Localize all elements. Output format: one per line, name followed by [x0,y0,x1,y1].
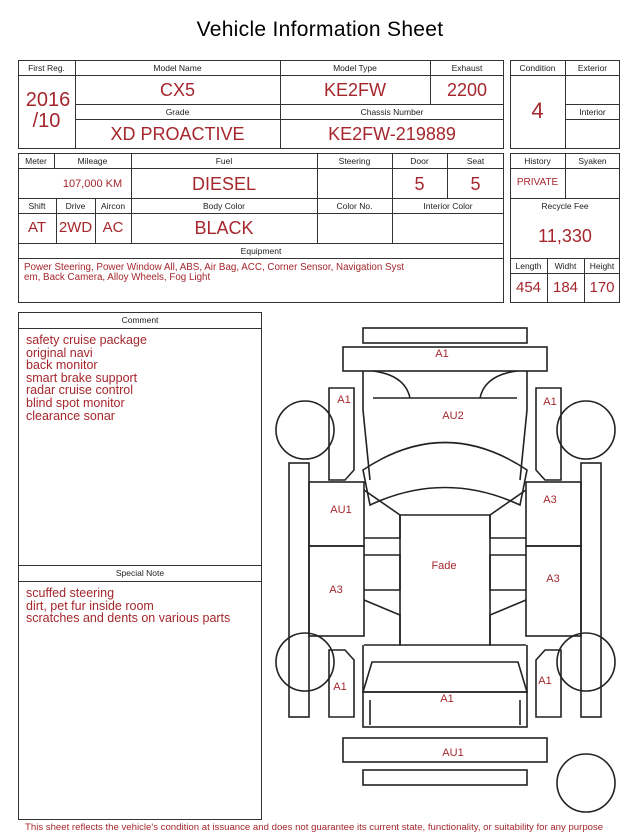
fuel-label: Fuel [215,156,233,166]
right-front-door [526,482,581,546]
height: 170 [589,279,615,296]
syaken-label: Syaken [578,156,607,166]
mark-trunk: A1 [440,693,454,705]
equipment-line-2: em, Back Camera, Alloy Wheels, Fog Light [24,272,211,283]
mark-hood: AU2 [442,410,464,422]
special-note-line: scuffed steering [26,586,115,600]
mark-right-front-fender: A1 [543,396,557,408]
rear-window [363,662,527,692]
aircon: AC [102,219,124,236]
history-label: History [524,156,551,166]
first-reg-year: 2016 [25,89,71,111]
recycle-fee: 11,330 [538,226,592,246]
grade-label: Grade [165,107,190,117]
history: PRIVATE [516,177,559,188]
special-note-list [26,587,230,625]
right-rear-wheel [557,633,615,691]
comment-list [26,334,147,422]
right-sill [581,463,601,717]
windshield [363,443,527,506]
left-rear-wheel [276,633,334,691]
hood-panel [363,371,527,410]
condition-grade: 4 [531,98,544,123]
interior-label: Interior [579,107,606,117]
first-reg-month: /10 [32,110,61,132]
exhaust-label: Exhaust [451,63,483,73]
exterior-label: Exterior [577,63,608,73]
equipment-line-1: Power Steering, Power Window All, ABS, Air Bag, ACC, Corner Sensor, Navigation Syst [24,262,405,273]
mark-right-rear-fender: A1 [538,675,552,687]
disclaimer-footer: This sheet reflects the vehicle's condition at issuance and does not guarantee its current state, functionality, or suitability for any purpose [25,822,604,833]
aircon-label: Aircon [100,201,126,211]
comment-line: original navi [26,345,93,360]
mark-left-rear-door: A3 [329,584,343,596]
comment-line: clearance sonar [26,408,115,423]
seat-label: Seat [466,156,485,166]
door-label: Door [410,156,429,166]
special-note-label: Special Note [115,568,165,578]
steering-label: Steering [338,156,371,166]
door: 5 [414,174,425,194]
fuel: DIESEL [191,174,257,194]
length-label: Length [515,261,542,271]
mark-right-rear-door: A3 [546,573,560,585]
mileage: 107,000 KM [62,178,123,190]
drive: 2WD [58,219,93,236]
mileage-label: Mileage [77,156,108,166]
roof-panel [400,515,490,645]
drive-label: Drive [65,201,86,211]
mark-front-bumper: A1 [435,348,449,360]
equipment-label: Equipment [240,246,282,256]
front-bumper-panel [363,328,527,343]
width: 184 [552,279,579,296]
chassis-label: Chassis Number [360,107,424,117]
rear-bumper-lower [363,770,527,785]
shift: AT [27,219,47,236]
mark-left-front-fender: A1 [337,394,351,406]
car-damage-diagram [266,320,626,820]
mark-roof: Fade [431,560,457,572]
model-type: KE2FW [323,80,386,100]
grade: XD PROACTIVE [110,124,245,144]
seat: 5 [470,174,481,194]
left-sill [289,463,309,717]
mark-right-front-door: A3 [543,494,557,506]
comment-label: Comment [121,315,159,325]
page-title: Vehicle Information Sheet [196,18,444,41]
comment-line: radar cruise control [26,383,133,398]
right-front-wheel [557,401,615,459]
color-no-label: Color No. [336,201,373,211]
chassis-number: KE2FW-219889 [328,124,456,144]
right-rear-door [526,546,581,636]
model-type-label: Model Type [333,63,377,73]
exhaust: 2200 [446,80,488,100]
mark-left-rear-fender: A1 [333,681,347,693]
recycle-fee-label: Recycle Fee [541,201,589,211]
comment-line: back monitor [26,358,98,373]
special-note-line: dirt, pet fur inside room [26,598,154,613]
mark-rear-bumper: AU1 [442,747,464,759]
comment-line: safety cruise package [26,333,147,347]
condition-label: Condition [519,63,556,73]
shift-label: Shift [28,201,46,211]
width-label: Widht [554,261,577,271]
height-label: Height [589,261,615,271]
body-color: BLACK [194,218,254,238]
model-name-label: Model Name [153,63,202,73]
length: 454 [515,279,542,296]
model-name: CX5 [159,80,195,100]
comment-line: smart brake support [26,370,138,385]
mark-left-front-door: AU1 [330,504,352,516]
left-front-wheel [276,401,334,459]
first-reg-label: First Reg. [28,63,65,73]
comment-line: blind spot monitor [26,395,125,410]
body-color-label: Body Color [202,201,246,211]
special-note-line: scratches and dents on various parts [26,611,231,626]
spare-wheel [557,754,615,812]
interior-color-label: Interior Color [423,201,473,211]
meter-label: Meter [25,156,47,166]
